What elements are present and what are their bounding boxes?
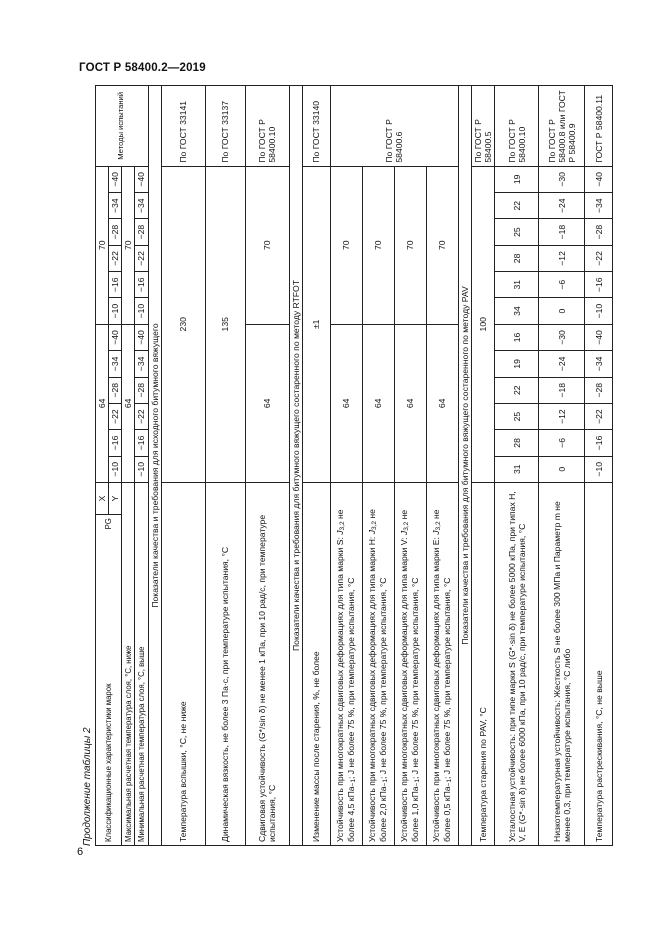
header-row-min (135, 86, 148, 846)
fatigue-value-1: 28 (495, 430, 539, 456)
y-value-1: −16 (109, 430, 122, 456)
section-pav (458, 86, 471, 846)
pg-label: PG (104, 518, 114, 530)
y-value-8: −22 (109, 245, 122, 271)
mscr-e-label: Устойчивость при многократных сдвиговых деформациях для типа марки E: $J_{3,2}$ не более 0,5 кПа$^{-1}$; J не более 75 %, при температуре испытания, °С (426, 482, 458, 845)
lowtemp-label: Низкотемпературная устойчивость: Жесткость S не более 300 МПа и Параметр m не менее 0,3, при температуре испытания, °С либо (539, 482, 585, 845)
lowtemp-value-4: −24 (539, 351, 585, 377)
y-value-0: −10 (109, 456, 122, 482)
viscosity-label: Динамическая вязкость, не более 3 Па·с, при температуре испытания, °С (205, 482, 245, 845)
min-temp-value-4: −34 (135, 351, 148, 377)
viscosity-method: По ГОСТ 33137 (205, 86, 245, 167)
lowtemp-method: По ГОСТ Р 58400.8 или ГОСТ Р 58400.9 (539, 86, 585, 167)
cracking-value-5: −40 (585, 324, 613, 350)
cracking-value-9: −28 (585, 219, 613, 245)
min-temp-value-3: −28 (135, 377, 148, 403)
row-flash (161, 86, 205, 846)
row-lowtemp (539, 86, 585, 846)
shear-value-64: 64 (245, 324, 289, 482)
row-viscosity (205, 86, 245, 846)
fatigue-value-4: 19 (495, 351, 539, 377)
rotated-table-area (82, 85, 604, 846)
lowtemp-value-3: −18 (539, 377, 585, 403)
fatigue-value-5: 16 (495, 324, 539, 350)
section-original (148, 86, 161, 846)
x-label: X (96, 482, 109, 514)
mscr-s-value-64: 64 (330, 324, 362, 482)
pav-temp-method: По ГОСТ Р 58400.5 (471, 86, 494, 167)
group-x-64: 64 (96, 324, 109, 482)
class-char-cell (96, 515, 122, 846)
row-pav-temp (471, 86, 494, 846)
cracking-value-2: −22 (585, 403, 613, 429)
mscr-method: По ГОСТ Р 58400.6 (330, 86, 458, 167)
y-value-10: −34 (109, 193, 122, 219)
mscr-s-value-70: 70 (330, 166, 362, 324)
cracking-value-0: −10 (585, 456, 613, 482)
page-header: ГОСТ Р 58400.2—2019 (79, 62, 206, 74)
flash-value: 230 (161, 166, 205, 482)
row-mass (302, 86, 330, 846)
fatigue-value-7: 31 (495, 272, 539, 298)
section-rtfot (289, 86, 302, 846)
cracking-value-11: −40 (585, 166, 613, 192)
mass-label: Изменение массы после старения, %, не более (302, 482, 330, 845)
min-temp-value-8: −22 (135, 245, 148, 271)
cracking-value-1: −16 (585, 430, 613, 456)
rotated-content (82, 85, 604, 846)
row-mscr-h (362, 86, 394, 846)
cracking-value-8: −22 (585, 245, 613, 271)
section-original-title: Показатели качества и требования для исходного битумного вяжущего (148, 86, 161, 846)
min-temp-value-0: −10 (135, 456, 148, 482)
fatigue-value-0: 31 (495, 456, 539, 482)
fatigue-method: По ГОСТ Р 58400.10 (495, 86, 539, 167)
y-value-5: −40 (109, 324, 122, 350)
max-temp-64: 64 (122, 324, 135, 482)
mscr-e-value-64: 64 (426, 324, 458, 482)
row-mscr-e (426, 86, 458, 846)
shear-value-70: 70 (245, 166, 289, 324)
min-temp-value-11: −40 (135, 166, 148, 192)
fatigue-value-9: 25 (495, 219, 539, 245)
y-value-4: −34 (109, 351, 122, 377)
viscosity-value: 135 (205, 166, 245, 482)
lowtemp-value-10: −24 (539, 193, 585, 219)
cracking-value-7: −16 (585, 272, 613, 298)
lowtemp-value-2: −12 (539, 403, 585, 429)
y-value-9: −28 (109, 219, 122, 245)
lowtemp-value-0: 0 (539, 456, 585, 482)
lowtemp-value-1: −6 (539, 430, 585, 456)
mscr-e-value-70: 70 (426, 166, 458, 324)
lowtemp-value-11: −30 (539, 166, 585, 192)
mscr-s-label: Устойчивость при многократных сдвиговых деформациях для типа марки S: $J_{3,2}$ не более 4,5 кПа$^{-1}$; J не более 75 %, при температуре испытания, °С (330, 482, 362, 845)
max-temp-label: Максимальная расчетная температура слоя, °С, ниже (122, 482, 135, 845)
min-temp-label: Минимальная расчетная температура слоя, °С, выше (135, 482, 148, 845)
lowtemp-value-9: −18 (539, 219, 585, 245)
header-row-max (122, 86, 135, 846)
mscr-h-label: Устойчивость при многократных сдвиговых деформациях для типа марки H: $J_{3,2}$ не более 2,0 кПа$^{-1}$; J не более 75 %, при температуре испытания, °С (362, 482, 394, 845)
y-value-7: −16 (109, 272, 122, 298)
pav-temp-value: 100 (471, 166, 494, 482)
mscr-v-label: Устойчивость при многократных сдвиговых деформациях для типа марки V: $J_{3,2}$ не более 1,0 кПа$^{-1}$; J не более 75 %, при температуре испытания, °С (394, 482, 426, 845)
mscr-v-value-64: 64 (394, 324, 426, 482)
cracking-value-6: −10 (585, 298, 613, 324)
min-temp-value-9: −28 (135, 219, 148, 245)
min-temp-value-7: −16 (135, 272, 148, 298)
y-label: Y (109, 482, 122, 514)
fatigue-value-6: 34 (495, 298, 539, 324)
cracking-label: Температура растрескивания, °С, не выше (585, 482, 613, 845)
cracking-value-4: −34 (585, 351, 613, 377)
y-value-11: −40 (109, 166, 122, 192)
row-mscr-s (330, 86, 362, 846)
flash-method: По ГОСТ 33141 (161, 86, 205, 167)
cracking-method: ГОСТ Р 58400.11 (585, 86, 613, 167)
pav-temp-label: Температура старения по PAV, °С (471, 482, 494, 845)
min-temp-value-5: −40 (135, 324, 148, 350)
requirements-table (95, 85, 613, 846)
fatigue-value-8: 28 (495, 245, 539, 271)
min-temp-value-6: −10 (135, 298, 148, 324)
cracking-value-10: −34 (585, 193, 613, 219)
mscr-v-value-70: 70 (394, 166, 426, 324)
lowtemp-value-8: −12 (539, 245, 585, 271)
section-rtfot-title: Показатели качества и требования для битумного вяжущего состаренного по методу RTFOT (289, 86, 302, 846)
mass-method: По ГОСТ 33140 (302, 86, 330, 167)
page-number: 6 (77, 846, 84, 858)
y-value-6: −10 (109, 298, 122, 324)
cracking-value-3: −28 (585, 377, 613, 403)
fatigue-value-10: 22 (495, 193, 539, 219)
table-caption: Продолжение таблицы 2 (82, 727, 93, 846)
y-value-3: −28 (109, 377, 122, 403)
fatigue-value-2: 25 (495, 403, 539, 429)
shear-method: По ГОСТ Р 58400.10 (245, 86, 289, 167)
lowtemp-value-6: 0 (539, 298, 585, 324)
class-char-label: Классификационные характеристики марок (104, 683, 114, 842)
fatigue-value-11: 19 (495, 166, 539, 192)
row-mscr-v (394, 86, 426, 846)
row-fatigue (495, 86, 539, 846)
mscr-h-value-70: 70 (362, 166, 394, 324)
min-temp-value-1: −16 (135, 430, 148, 456)
section-pav-title: Показатели качества и требования для битумного вяжущего состаренного по методу PAV (458, 86, 471, 846)
group-x-70: 70 (96, 166, 109, 324)
methods-header: Методы испытаний (96, 86, 149, 167)
min-temp-value-10: −34 (135, 193, 148, 219)
row-shear (245, 86, 289, 846)
flash-label: Температура вспышки, °С, не ниже (161, 482, 205, 845)
lowtemp-value-5: −30 (539, 324, 585, 350)
mscr-h-value-64: 64 (362, 324, 394, 482)
min-temp-value-2: −22 (135, 403, 148, 429)
y-value-2: −22 (109, 403, 122, 429)
max-temp-70: 70 (122, 166, 135, 324)
shear-label: Сдвиговая устойчивость (G*/sin δ) не менее 1 кПа, при 10 рад/с, при температуре испытания, °С (245, 482, 289, 845)
header-row-x (96, 86, 109, 846)
lowtemp-value-7: −6 (539, 272, 585, 298)
mass-value: ±1 (302, 166, 330, 482)
fatigue-label: Усталостная устойчивость: при типе марки S (G*·sin δ) не более 5000 кПа, при типах H, V, E (G*·sin δ) не более 6000 кПа, при 10 рад/с, при температуре испытания, °С (495, 482, 539, 845)
row-cracking (585, 86, 613, 846)
fatigue-value-3: 22 (495, 377, 539, 403)
